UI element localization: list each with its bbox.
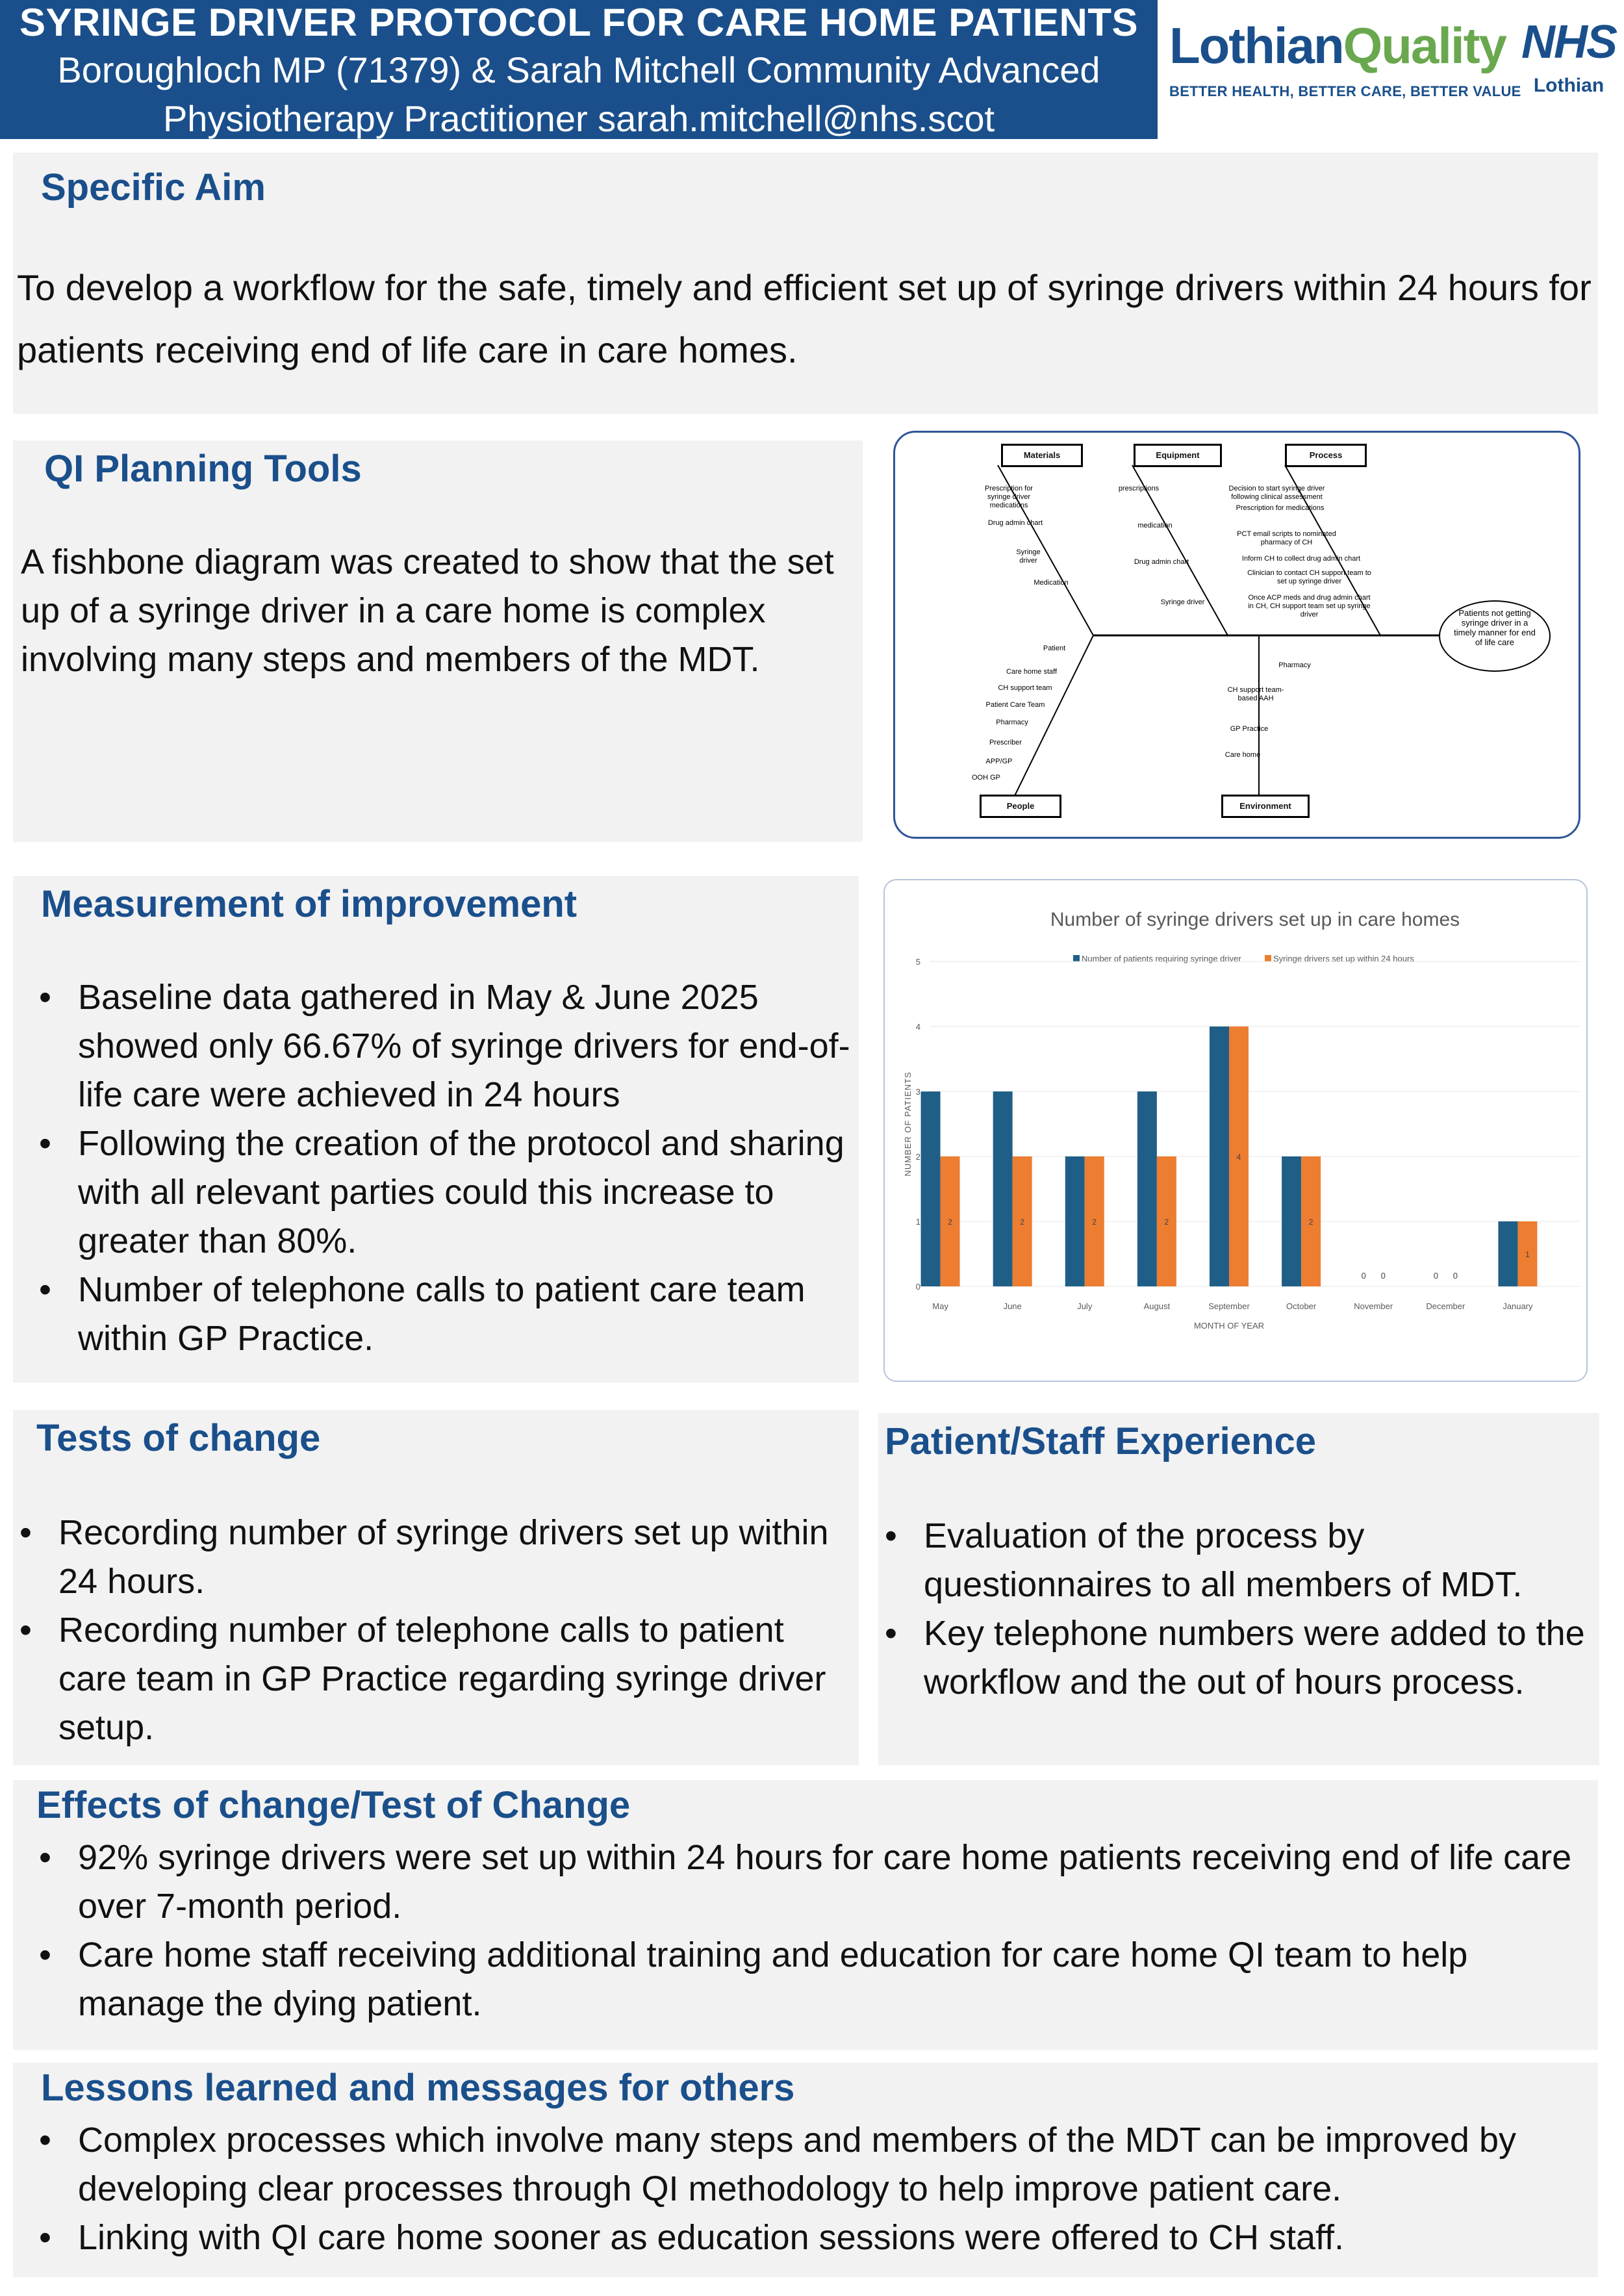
fishbone-cause: Care home	[1224, 751, 1261, 759]
syringe-driver-chart	[883, 879, 1588, 1382]
bar-series-1	[1137, 1091, 1157, 1286]
bar-data-label: 0	[1361, 1271, 1366, 1281]
x-tick-label: October	[1286, 1301, 1317, 1311]
measurement-bullets	[32, 973, 851, 1363]
legend-swatch	[1265, 955, 1271, 962]
poster-header	[0, 0, 1158, 139]
y-tick-label: 2	[915, 1152, 920, 1162]
fishbone-diagram	[893, 431, 1580, 839]
y-axis-label: NUMBER OF PATIENTS	[903, 1071, 913, 1177]
bar-series-1	[1065, 1156, 1085, 1286]
x-tick-label: May	[932, 1301, 948, 1311]
y-tick-label: 4	[915, 1022, 920, 1032]
x-tick-label: July	[1077, 1301, 1093, 1311]
fishbone-cause: medication	[1137, 522, 1173, 529]
legend-swatch	[1073, 955, 1080, 962]
fishbone-cause: OOH GP	[971, 774, 1000, 782]
bar-data-label: 2	[1164, 1218, 1169, 1227]
lessons-title: Lessons learned and messages for others	[41, 2067, 795, 2109]
x-tick-label: August	[1143, 1301, 1171, 1311]
fishbone-category-people: People	[980, 795, 1061, 818]
tests-panel	[13, 1410, 859, 1765]
fishbone-cause: GP Practice	[1230, 725, 1269, 733]
bar-data-label: 0	[1380, 1271, 1386, 1281]
fishbone-cause: Drug admin chart	[1134, 558, 1189, 566]
qi-planning-panel	[13, 440, 863, 842]
lessons-panel	[13, 2063, 1598, 2277]
bar-data-label: 2	[948, 1218, 952, 1227]
effects-panel	[13, 1780, 1598, 2050]
experience-bullets	[878, 1512, 1598, 1707]
fishbone-cause: Decision to start syringe driver following clinical assessment	[1228, 485, 1325, 501]
experience-title: Patient/Staff Experience	[885, 1420, 1316, 1462]
qi-planning-text: A fishbone diagram was created to show that the set up of a syringe driver in a care home is complex involving many steps and members of the MDT.	[21, 542, 834, 679]
bar-data-label: 4	[1236, 1153, 1241, 1162]
effects-bullet: • 92% syringe drivers were set up within 24 hours for care home patients receiving end of life care over 7-month period.	[32, 1833, 1592, 1931]
fishbone-cause: Prescriber	[989, 739, 1022, 746]
experience-bullet: • Evaluation of the process by questionnaires to all members of MDT.	[878, 1512, 1598, 1609]
tests-bullets	[13, 1509, 857, 1752]
experience-panel	[878, 1413, 1599, 1765]
fishbone-cause: PCT email scripts to nominated pharmacy of CH	[1237, 530, 1336, 546]
nhs-lothian-label: Lothian	[1533, 75, 1605, 96]
bar-series-1	[1210, 1027, 1229, 1286]
y-tick-label: 0	[915, 1282, 920, 1292]
tests-bullet: • Recording number of telephone calls to patient care team in GP Practice regarding syringe driver setup.	[13, 1606, 857, 1752]
bar-data-label: 2	[1092, 1218, 1097, 1227]
fishbone-cause: APP/GP	[985, 758, 1013, 765]
fishbone-cause: Prescription for syringe driver medications	[985, 485, 1033, 509]
fishbone-cause: Syringe driver	[1160, 598, 1205, 606]
fishbone-cause: Drug admin chart	[987, 519, 1043, 527]
fishbone-cause: Care home staff	[1006, 668, 1058, 676]
specific-aim-title: Specific Aim	[41, 166, 266, 209]
fishbone-cause: Inform CH to collect drug admin chart	[1241, 555, 1361, 563]
fishbone-category-environment: Environment	[1221, 795, 1310, 818]
measurement-bullet: • Number of telephone calls to patient care team within GP Practice.	[32, 1266, 851, 1363]
legend-label: Syringe drivers set up within 24 hours	[1273, 954, 1414, 963]
bar-series-1	[993, 1091, 1013, 1286]
bar-data-label: 1	[1525, 1250, 1530, 1259]
fishbone-cause: Patient Care Team	[985, 701, 1045, 709]
fishbone-cause: prescriptions	[1118, 485, 1160, 492]
x-tick-label: June	[1003, 1301, 1022, 1311]
fishbone-cause: Medication	[1034, 579, 1069, 587]
measurement-bullet: • Following the creation of the protocol and sharing with all relevant parties could this increase to greater than 80%.	[32, 1119, 851, 1266]
measurement-title: Measurement of improvement	[41, 883, 577, 925]
fishbone-category-process: Process	[1285, 444, 1367, 467]
tests-title: Tests of change	[36, 1417, 321, 1459]
y-tick-label: 1	[915, 1217, 920, 1227]
specific-aim-text: To develop a workflow for the safe, timely and efficient set up of syringe drivers within 24 hours for patients receiving end of life care in care homes.	[17, 267, 1592, 370]
bar-data-label: 0	[1433, 1271, 1438, 1281]
measurement-panel	[13, 876, 859, 1383]
measurement-bullet: • Baseline data gathered in May & June 2025 showed only 66.67% of syringe drivers for end-of-life care were achieved in 24 hours	[32, 973, 851, 1119]
fishbone-cause: Pharmacy	[996, 719, 1028, 726]
x-axis-label: MONTH OF YEAR	[1193, 1321, 1265, 1331]
x-tick-label: January	[1503, 1301, 1533, 1311]
bar-data-label: 2	[1308, 1218, 1313, 1227]
bar-series-1	[1282, 1156, 1301, 1286]
qi-planning-title: QI Planning Tools	[44, 448, 362, 490]
fishbone-cause: Prescription for medications	[1236, 504, 1325, 512]
experience-bullet: • Key telephone numbers were added to the workflow and the out of hours process.	[878, 1609, 1598, 1707]
fishbone-cause: CH support team	[998, 684, 1052, 692]
lothian-quality-tagline: BETTER HEALTH, BETTER CARE, BETTER VALUE	[1169, 83, 1521, 99]
fishbone-cause: CH support team- based AAH	[1227, 686, 1284, 702]
lessons-bullets	[32, 2116, 1605, 2262]
fishbone-cause: Patient	[1043, 644, 1066, 652]
x-tick-label: September	[1208, 1301, 1250, 1311]
bar-series-1	[1498, 1221, 1517, 1286]
x-tick-label: November	[1354, 1301, 1393, 1311]
chart-svg	[885, 880, 1586, 1381]
specific-aim-panel	[13, 153, 1598, 414]
effects-bullet: • Care home staff receiving additional training and education for care home QI team to help manage the dying patient.	[32, 1931, 1592, 2028]
effects-bullets	[32, 1833, 1592, 2028]
lessons-bullet: • Complex processes which involve many steps and members of the MDT can be improved by developing clear processes through QI methodology to help improve patient care.	[32, 2116, 1605, 2213]
fishbone-cause: Clinician to contact CH support team to set up syringe driver	[1247, 569, 1371, 585]
fishbone-cause: Pharmacy	[1278, 661, 1311, 669]
authors-line-1: Boroughloch MP (71379) & Sarah Mitchell Community Advanced	[57, 49, 1100, 90]
bar-series-1	[921, 1091, 941, 1286]
fishbone-effect: Patients not getting syringe driver in a timely manner for end of life care	[1454, 608, 1536, 647]
chart-title: Number of syringe drivers set up in care homes	[1050, 909, 1460, 930]
lothian-quality-logo: LothianQuality	[1169, 17, 1506, 74]
y-tick-label: 3	[915, 1087, 920, 1097]
fishbone-category-equipment: Equipment	[1134, 444, 1222, 467]
bar-data-label: 2	[1020, 1218, 1025, 1227]
legend-label: Number of patients requiring syringe driver	[1082, 954, 1241, 963]
lessons-bullet: • Linking with QI care home sooner as education sessions were offered to CH staff.	[32, 2213, 1605, 2262]
bar-data-label: 0	[1453, 1271, 1458, 1281]
y-tick-label: 5	[915, 957, 920, 967]
poster-title: SYRINGE DRIVER PROTOCOL FOR CARE HOME PATIENTS	[19, 1, 1139, 44]
effects-title: Effects of change/Test of Change	[36, 1784, 631, 1826]
fishbone-category-materials: Materials	[1001, 444, 1083, 467]
nhs-logo: NHS	[1521, 16, 1616, 68]
fishbone-cause: Syringe driver	[1016, 548, 1041, 565]
fishbone-cause: Once ACP meds and drug admin chart in CH, CH support team set up syringe driver	[1248, 594, 1371, 619]
tests-bullet: • Recording number of syringe drivers set up within 24 hours.	[13, 1509, 857, 1606]
x-tick-label: December	[1426, 1301, 1465, 1311]
authors-line-2: Physiotherapy Practitioner sarah.mitchell@nhs.scot	[162, 98, 995, 139]
